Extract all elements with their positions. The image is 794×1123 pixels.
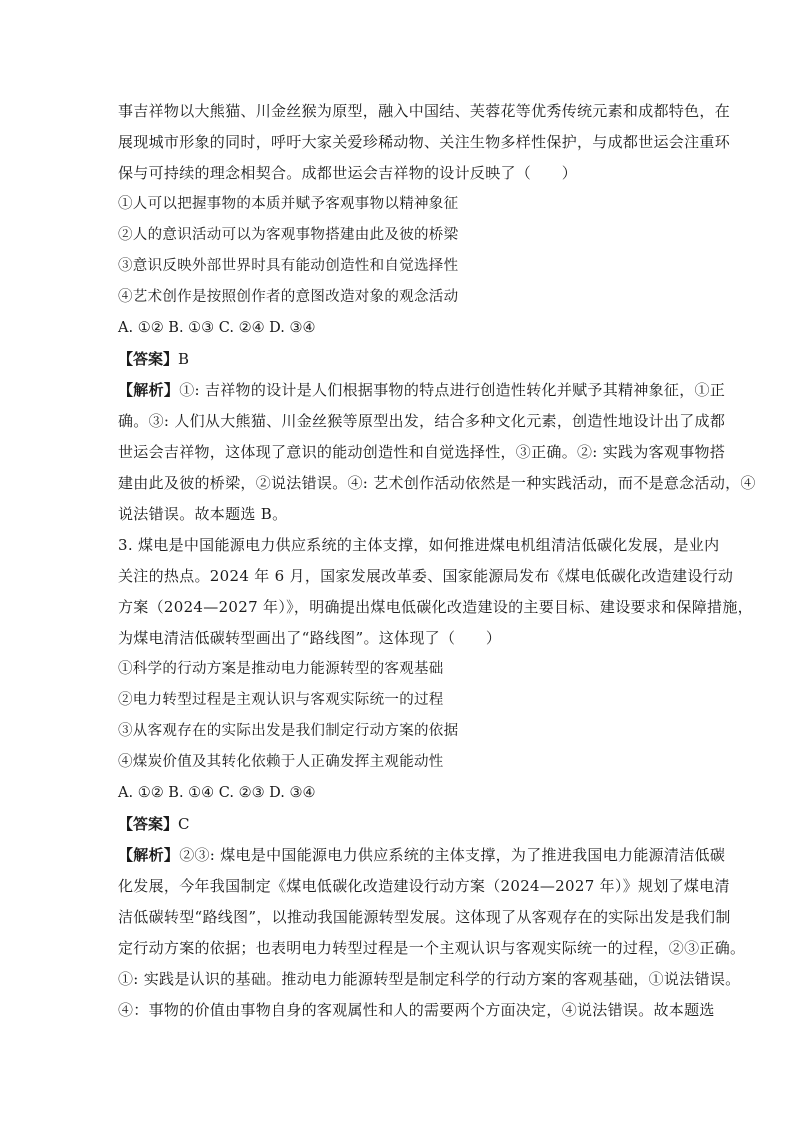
question-stem-line: 关注的热点。2024 年 6 月，国家发展改革委、国家能源局发布《煤电低碳化改造建设行动: [118, 567, 734, 585]
question-stem-line: 保与可持续的理念相契合。成都世运会吉祥物的设计反映了（ ）: [118, 164, 578, 182]
analysis-line: ①: 实践是认识的基础。推动电力能源转型是制定科学的行动方案的客观基础，①说法错误。: [118, 970, 741, 988]
answer-line: [118, 344, 680, 375]
answer-line: [118, 809, 680, 840]
question-stem-line: 3. 煤电是中国能源电力供应系统的主体支撑，如何推进煤电机组清洁低碳化发展，是业内: [118, 536, 720, 554]
analysis-text: ①: 吉祥物的设计是人们根据事物的特点进行创造性转化并赋予其精神象征，①正: [179, 381, 726, 399]
analysis-label: 【解析】: [118, 381, 180, 399]
question-3: [118, 530, 753, 1026]
analysis-label: 【解析】: [118, 846, 180, 864]
option-4: ④煤炭价值及其转化依赖于人正确发挥主观能动性: [118, 754, 444, 770]
option-3: ③从客观存在的实际出发是我们制定行动方案的依据: [118, 723, 459, 739]
analysis-text: ②③: 煤电是中国能源电力供应系统的主体支撑，为了推进我国电力能源清洁低碳: [179, 846, 726, 864]
analysis-line: 洁低碳转型“路线图”，以推动我国能源转型发展。这体现了从客观存在的实际出发是我们制: [118, 908, 731, 926]
answer-label: 【答案】: [118, 815, 179, 833]
answer-value: B: [178, 350, 190, 368]
option-3: ③意识反映外部世界时具有能动创造性和自觉选择性: [118, 258, 459, 274]
analysis-line: [118, 375, 726, 406]
analysis-line: 说法错误。故本题选 B。: [118, 505, 288, 523]
option-1: ①科学的行动方案是推动电力能源转型的客观基础: [118, 661, 444, 677]
answer-choices: A. ①② B. ①③ C. ②④ D. ③④: [118, 320, 316, 336]
answer-value: C: [178, 815, 190, 833]
answer-label: 【答案】: [118, 350, 179, 368]
option-4: ④艺术创作是按照创作者的意图改造对象的观念活动: [118, 289, 459, 305]
analysis-line: 建由此及彼的桥梁，②说法错误。④: 艺术创作活动依然是一种实践活动，而不是意念活动，④: [118, 474, 756, 492]
option-1: ①人可以把握事物的本质并赋予客观事物以精神象征: [118, 196, 459, 212]
analysis-line: 确。③: 人们从大熊猫、川金丝猴等原型出发，结合多种文化元素，创造性地设计出了成都: [118, 412, 726, 430]
document-page: [118, 96, 756, 1026]
analysis-line: 定行动方案的依据；也表明电力转型过程是一个主观认识与客观实际统一的过程，②③正确。: [118, 939, 746, 957]
analysis-line: 世运会吉祥物，这体现了意识的能动创造性和自觉选择性，③正确。②: 实践为客观事物搭: [118, 443, 726, 461]
question-stem-line: 展现城市形象的同时，呼吁大家关爱珍稀动物、关注生物多样性保护，与成都世运会注重环: [118, 133, 731, 151]
question-stem-line: 为煤电清洁低碳转型画出了“路线图”。这体现了（ ）: [118, 629, 502, 647]
option-2: ②电力转型过程是主观认识与客观实际统一的过程: [118, 692, 444, 708]
question-2: [118, 96, 756, 530]
analysis-line: 化发展，今年我国制定《煤电低碳化改造建设行动方案（2024—2027 年）》规划了煤电清: [118, 877, 730, 895]
option-2: ②人的意识活动可以为客观事物搭建由此及彼的桥梁: [118, 227, 459, 243]
answer-choices: A. ①② B. ①④ C. ②③ D. ③④: [118, 785, 316, 801]
analysis-line: [118, 840, 726, 871]
analysis-line: ④：事物的价值由事物自身的客观属性和人的需要两个方面决定，④说法错误。故本题选: [118, 1001, 715, 1019]
question-stem-line: 方案（2024—2027 年）》，明确提出煤电低碳化改造建设的主要目标、建设要求和保障措施，: [118, 598, 753, 616]
question-stem-line: 事吉祥物以大熊猫、川金丝猴为原型，融入中国结、芙蓉花等优秀传统元素和成都特色，在: [118, 102, 731, 120]
